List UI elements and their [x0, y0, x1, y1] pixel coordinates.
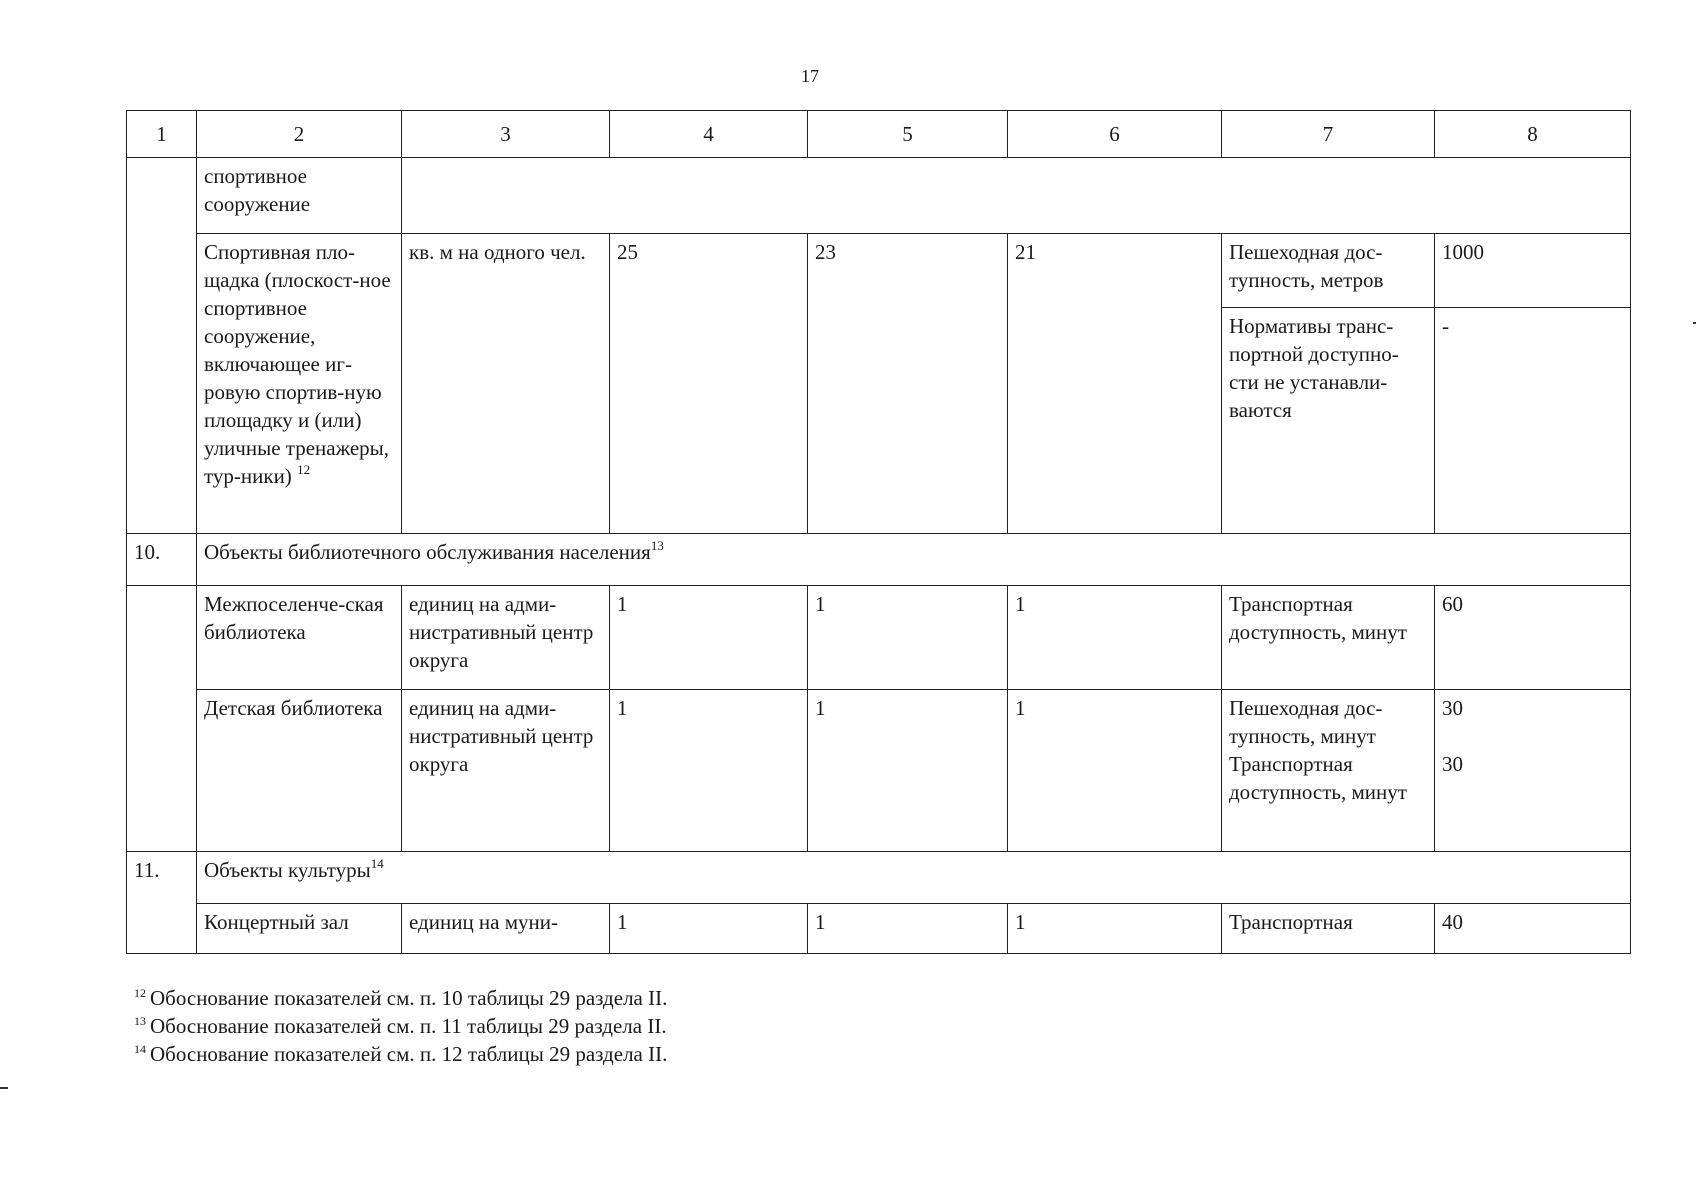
section-title-cell [197, 534, 1631, 586]
section-title: Объекты библиотечного обслуживания населения [204, 540, 651, 564]
interdistrict-library-unit: единиц на адми-нистративный центр округа [402, 586, 610, 690]
children-library-col6: 1 [1008, 690, 1222, 852]
footnotes [134, 984, 667, 1068]
scan-mark [0, 1087, 8, 1089]
section-number: 10. [127, 534, 197, 586]
footnote [134, 1040, 667, 1068]
sport-ground-col4: 25 [610, 234, 808, 534]
header-cell: 6 [1008, 111, 1222, 158]
children-library-access-2: Транспортная доступность, минут [1229, 752, 1407, 804]
standards-table [126, 110, 1631, 954]
section-title-cell [197, 852, 1631, 904]
empty-number-cell [127, 586, 197, 852]
interdistrict-library-access: Транспортная доступность, минут [1222, 586, 1435, 690]
children-library-value-2: 30 [1442, 752, 1463, 776]
footnote-mark: 14 [134, 1042, 146, 1056]
header-cell: 4 [610, 111, 808, 158]
table-row [127, 586, 1631, 690]
concert-hall-unit: единиц на муни- [402, 904, 610, 954]
concert-hall-value: 40 [1435, 904, 1631, 954]
table-row [127, 690, 1631, 852]
interdistrict-library-col5: 1 [808, 586, 1008, 690]
header-cell: 7 [1222, 111, 1435, 158]
scan-mark [1693, 322, 1696, 324]
section-row [127, 852, 1631, 904]
empty-cell [402, 158, 1631, 234]
footnote-text: Обоснование показателей см. п. 10 таблицы 29 раздела II. [150, 986, 668, 1010]
footnote-ref: 12 [297, 462, 311, 477]
table-row [127, 904, 1631, 954]
section-row [127, 534, 1631, 586]
children-library-col4: 1 [610, 690, 808, 852]
table-row [127, 234, 1631, 308]
header-cell: 3 [402, 111, 610, 158]
children-library-col5: 1 [808, 690, 1008, 852]
section-number: 11. [127, 852, 197, 954]
header-cell: 8 [1435, 111, 1631, 158]
header-cell: 1 [127, 111, 197, 158]
children-library-unit: единиц на адми-нистративный центр округа [402, 690, 610, 852]
sport-ground-name-cell [197, 234, 402, 534]
concert-hall-col5: 1 [808, 904, 1008, 954]
concert-hall-access: Транспортная [1222, 904, 1435, 954]
footnote-ref: 13 [650, 538, 664, 553]
footnote-mark: 13 [134, 1014, 146, 1028]
footnote-ref: 14 [370, 856, 384, 871]
footnote-mark: 12 [134, 986, 146, 1000]
sport-ground-col5: 23 [808, 234, 1008, 534]
children-library-access-1: Пешеходная дос-тупность, минут [1229, 696, 1383, 748]
sport-facility-label: спортивное сооружение [197, 158, 402, 234]
footnote-text: Обоснование показателей см. п. 11 таблицы 29 раздела II. [150, 1014, 667, 1038]
footnote [134, 984, 667, 1012]
children-library-value-1: 30 [1442, 696, 1463, 720]
sport-ground-access-1: Пешеходная дос-тупность, метров [1222, 234, 1435, 308]
concert-hall-col6: 1 [1008, 904, 1222, 954]
section-title: Объекты культуры [204, 858, 371, 882]
spacer [1442, 722, 1624, 750]
concert-hall-col4: 1 [610, 904, 808, 954]
page-number: 17 [801, 66, 819, 86]
children-library-name: Детская библиотека [197, 690, 402, 852]
empty-number-cell [127, 158, 197, 534]
sport-ground-name: Спортивная пло-щадка (плоскост-ное спортивное сооружение, включающее иг-ровую спортив-ную площадку и (или) уличные тренажеры, тур-ники) [204, 240, 391, 488]
footnote-text: Обоснование показателей см. п. 12 таблицы 29 раздела II. [150, 1042, 668, 1066]
children-library-value-cell [1435, 690, 1631, 852]
interdistrict-library-col4: 1 [610, 586, 808, 690]
sport-ground-access-2: Нормативы транс-портной доступно-сти не устанавли-ваются [1222, 308, 1435, 534]
children-library-access-cell [1222, 690, 1435, 852]
header-cell: 5 [808, 111, 1008, 158]
sport-ground-col6: 21 [1008, 234, 1222, 534]
interdistrict-library-name: Межпоселенче-ская библиотека [197, 586, 402, 690]
sport-ground-unit: кв. м на одного чел. [402, 234, 610, 534]
sport-ground-value-2: - [1435, 308, 1631, 534]
table-row [127, 158, 1631, 234]
interdistrict-library-col6: 1 [1008, 586, 1222, 690]
concert-hall-name: Концертный зал [197, 904, 402, 954]
interdistrict-library-value: 60 [1435, 586, 1631, 690]
footnote [134, 1012, 667, 1040]
table-header-row [127, 111, 1631, 158]
header-cell: 2 [197, 111, 402, 158]
sport-ground-value-1: 1000 [1435, 234, 1631, 308]
